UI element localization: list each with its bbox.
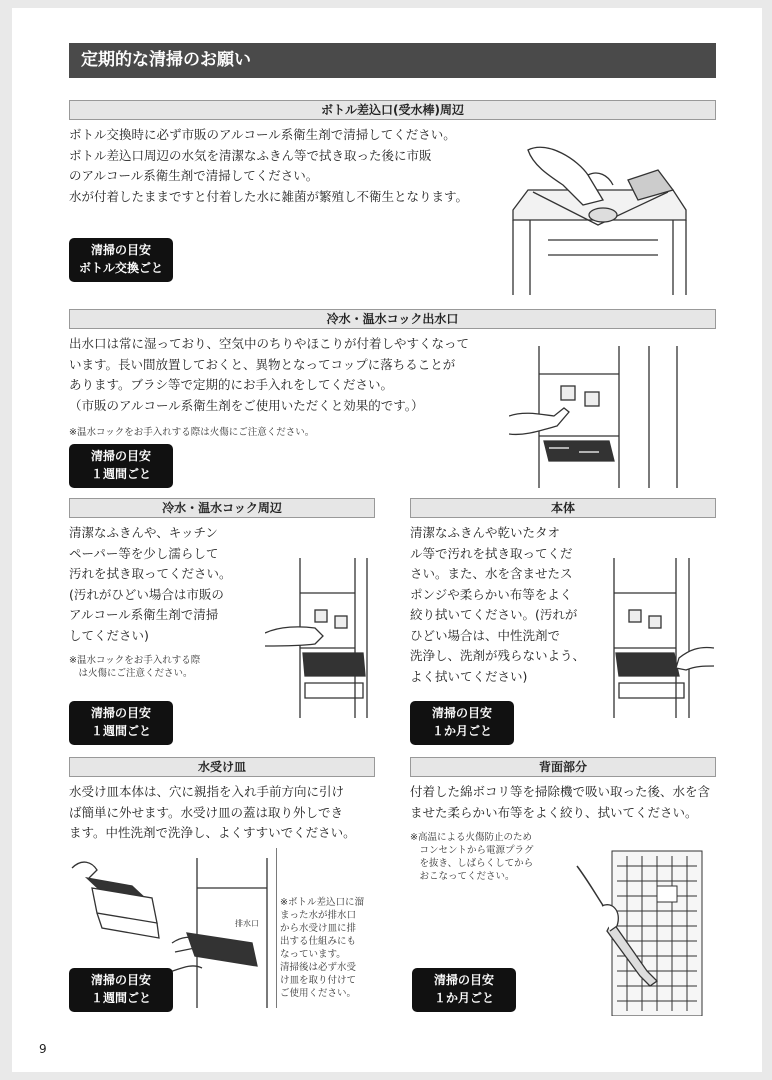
badge-interval: １週間ごと [90, 467, 151, 481]
badge-interval: １週間ごと [90, 724, 151, 738]
badge-interval: １か月ごと [431, 724, 492, 738]
main-body-illustration [604, 558, 714, 718]
manual-page [12, 8, 762, 1072]
section-heading-faucet-area: 冷水・温水コック周辺 [69, 498, 375, 518]
section-text-faucet-outlet: 出水口は常に湿っており、空気中のちりやほこりが付着しやすくなって います。長い間放置しておくと、異物となってコップに落ちることが あります。ブラシ等で定期的にお手入れをしてください。 （市販のアルコール系衛生剤をご使用いただくと効果的です。） [69, 336, 470, 413]
badge-label: 清掃の目安 [90, 449, 151, 463]
section-note-faucet-area: ※温水コックをお手入れする際 は火傷にご注意ください。 [69, 655, 201, 679]
faucet-area-illustration [265, 558, 370, 718]
badge-interval: ボトル交換ごと [78, 261, 163, 275]
section-text-main-body: 清潔なふきんや乾いたタオ ル等で汚れを拭き取ってくだ さい。また、水を含ませたス ポンジや柔らかい布等をよく 絞り拭いてください。(汚れが ひどい場合は、中性洗剤で 洗浄し、洗剤が残らないよう、 よく拭いてください) [410, 525, 586, 684]
drain-label: 排水口 [235, 919, 259, 928]
section-text-bottle-inlet: ボトル交換時に必ず市販のアルコール系衛生剤で清掃してください。 ボトル差込口周辺の水気を清潔なふきん等で拭き取った後に市販 のアルコール系衛生剤で清掃してください。 水が付着したままですと付着した水に雑菌が繁殖し不衛生となります。 [69, 127, 469, 204]
badge-interval: １か月ごと [433, 991, 494, 1005]
section-heading-drip-tray: 水受け皿 [69, 757, 375, 777]
section-heading-bottle-inlet: ボトル差込口(受水棒)周辺 [69, 100, 716, 120]
section-heading-back-panel: 背面部分 [410, 757, 716, 777]
page-number: 9 [39, 1042, 47, 1056]
cleaning-badge-drip-tray [69, 968, 173, 1012]
badge-label: 清掃の目安 [90, 243, 151, 257]
badge-label: 清掃の目安 [90, 973, 151, 987]
bottle-inlet-illustration [508, 130, 690, 295]
cleaning-badge-main-body [410, 701, 514, 745]
cleaning-badge-bottle-inlet [69, 238, 173, 282]
badge-label: 清掃の目安 [90, 706, 151, 720]
section-note-faucet-outlet: ※温水コックをお手入れする際は火傷にご注意ください。 [69, 427, 315, 438]
section-note-back-panel: ※高温による火傷防止のため コンセントから電源プラグ を抜き、しばらくしてから おこなってください。 [410, 832, 534, 882]
badge-label: 清掃の目安 [433, 973, 494, 987]
badge-label: 清掃の目安 [431, 706, 492, 720]
back-panel-illustration [572, 846, 712, 1016]
section-heading-faucet-outlet: 冷水・温水コック出水口 [69, 309, 716, 329]
section-heading-main-body: 本体 [410, 498, 716, 518]
cleaning-badge-faucet-area [69, 701, 173, 745]
section-text-back-panel: 付着した綿ボコリ等を掃除機で吸い取った後、水を含 ませた柔らかい布等をよく絞り、拭いてください。 [410, 784, 711, 820]
cleaning-badge-faucet-outlet [69, 444, 173, 488]
section-text-drip-tray: 水受け皿本体は、穴に親指を入れ手前方向に引け ば簡単に外せます。水受け皿の蓋は取り外しでき ます。中性洗剤で洗浄し、よくすすいでください。 [69, 784, 356, 840]
cleaning-badge-back-panel [412, 968, 516, 1012]
page-title: 定期的な清掃のお願い [69, 43, 716, 78]
section-note-drip-tray: ※ボトル差込口に溜 まった水が排水口 から水受け皿に排 出する仕組みにも なっています。 清掃後は必ず水受 け皿を取り付けて ご使用ください。 [280, 897, 364, 999]
badge-interval: １週間ごと [90, 991, 151, 1005]
faucet-outlet-illustration [509, 346, 681, 488]
section-text-faucet-area: 清潔なふきんや、キッチン ペーパー等を少し濡らして 汚れを拭き取ってください。 (汚れがひどい場合は市販の アルコール系衛生剤で清掃 してください) [69, 525, 232, 643]
